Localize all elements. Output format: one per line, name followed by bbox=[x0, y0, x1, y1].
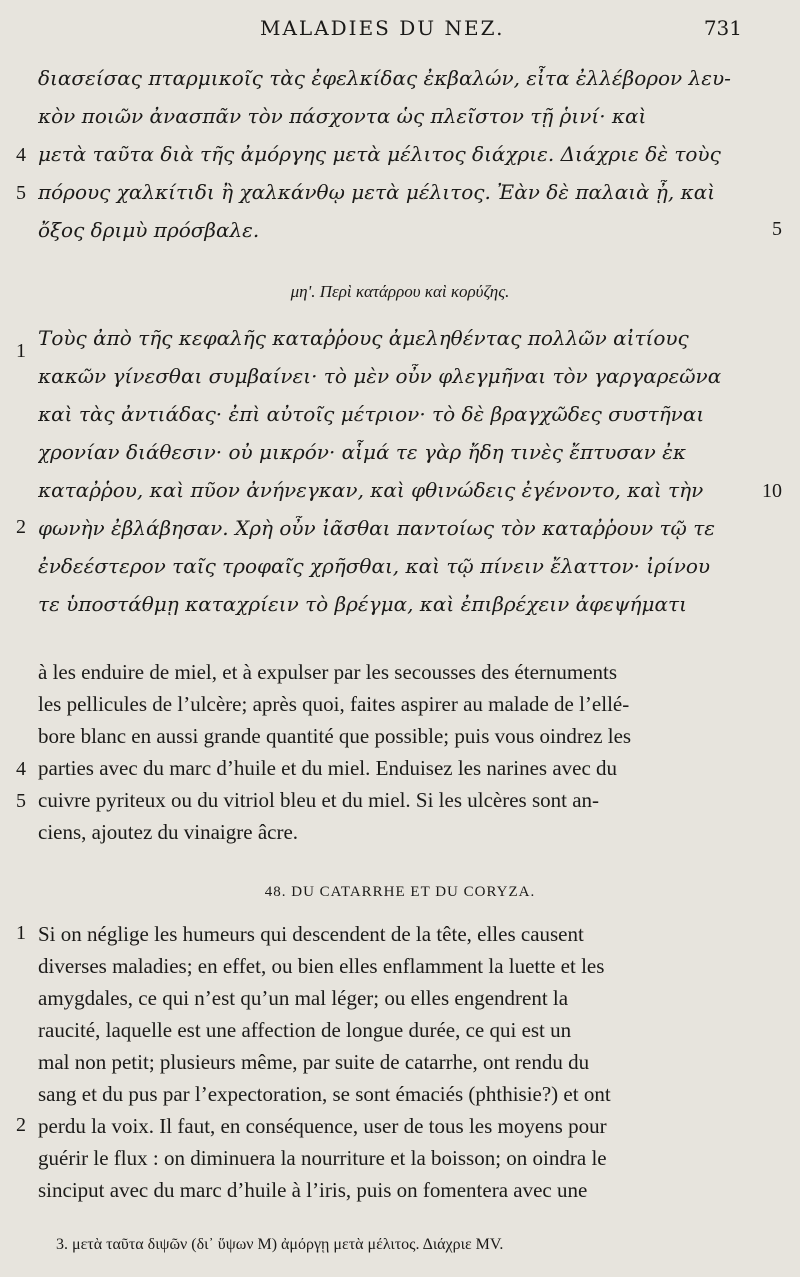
greek-line: ἐνδεέστερον ταῖς τροφαῖς χρῆσθαι, καὶ τῷ πίνειν ἔλαττον· ἰρίνου bbox=[38, 554, 711, 578]
margin-number: 5 bbox=[772, 218, 782, 240]
french-line: ciens, ajoutez du vinaigre âcre. bbox=[38, 820, 299, 844]
french-line: sinciput avec du marc d’huile à l’iris, puis on fomentera avec une bbox=[38, 1178, 588, 1202]
greek-line: διασείσας πταρμικοῖς τὰς ἐφελκίδας ἐκβαλών, εἶτα ἐλλέβορον λευ- bbox=[38, 66, 731, 90]
greek-line: ὄξος δριμὺ πρόσβαλε. bbox=[38, 218, 260, 242]
greek-line: πόρους χαλκίτιδι ἢ χαλκάνθῳ μετὰ μέλιτος. Ἐὰν δὲ παλαιὰ ᾖ, καὶ bbox=[38, 180, 716, 204]
running-header bbox=[0, 16, 800, 48]
line-number: 2 bbox=[16, 1114, 26, 1136]
greek-section-heading: μη'. Περὶ κατάρρου καὶ κορύζης. bbox=[290, 282, 510, 301]
french-line: parties avec du marc d’huile et du miel. Enduisez les narines avec du bbox=[38, 756, 618, 780]
french-line: perdu la voix. Il faut, en conséquence, user de tous les moyens pour bbox=[38, 1114, 607, 1138]
greek-line: κὸν ποιῶν ἀνασπᾶν τὸν πάσχοντα ὡς πλεῖστον τῇ ῥινί· καὶ bbox=[38, 104, 647, 128]
french-line: guérir le flux : on diminuera la nourriture et la boisson; on oindra le bbox=[38, 1146, 607, 1170]
greek-line: μετὰ ταῦτα διὰ τῆς ἀμόργης μετὰ μέλιτος διάχριε. Διάχριε δὲ τοὺς bbox=[38, 142, 721, 166]
french-line: mal non petit; plusieurs même, par suite de catarrhe, ont rendu du bbox=[38, 1050, 590, 1074]
greek-line: κακῶν γίνεσθαι συμβαίνει· τὸ μὲν οὖν φλεγμῆναι τὸν γαργαρεῶνα bbox=[38, 364, 722, 388]
greek-line: φωνὴν ἐβλάβησαν. Χρὴ οὖν ἰᾶσθαι παντοίως τὸν καταῤῥουν τῷ τε bbox=[38, 516, 716, 540]
page-number: 731 bbox=[703, 16, 742, 40]
french-line: Si on néglige les humeurs qui descendent de la tête, elles causent bbox=[38, 922, 584, 946]
greek-line: καὶ τὰς ἀντιάδας· ἐπὶ αὐτοῖς μέτριον· τὸ δὲ βραγχῶδες συστῆναι bbox=[38, 402, 705, 426]
line-number: 5 bbox=[16, 790, 26, 812]
french-line: amygdales, ce qui n’est qu’un mal léger; ou elles engendrent la bbox=[38, 986, 569, 1010]
french-line: bore blanc en aussi grande quantité que possible; puis vous oindrez les bbox=[38, 724, 632, 748]
greek-line: τε ὑποστάθμῃ καταχρίειν τὸ βρέγμα, καὶ ἐπιβρέχειν ἀφεψήματι bbox=[38, 592, 687, 616]
margin-number: 10 bbox=[762, 480, 782, 502]
line-number: 4 bbox=[16, 758, 26, 780]
line-number: 4 bbox=[16, 144, 26, 166]
line-number: 1 bbox=[16, 922, 26, 944]
french-line: sang et du pus par l’expectoration, se sont émaciés (phthisie?) et ont bbox=[38, 1082, 611, 1106]
line-number: 5 bbox=[16, 182, 26, 204]
line-number: 1 bbox=[16, 340, 26, 362]
french-line: cuivre pyriteux ou du vitriol bleu et du miel. Si les ulcères sont an- bbox=[38, 788, 600, 812]
french-line: à les enduire de miel, et à expulser par les secousses des éternuments bbox=[38, 660, 618, 684]
french-line: raucité, laquelle est une affection de longue durée, ce qui est un bbox=[38, 1018, 572, 1042]
french-section-heading: 48. DU CATARRHE ET DU CORYZA. bbox=[264, 884, 536, 900]
french-line: diverses maladies; en effet, ou bien elles enflamment la luette et les bbox=[38, 954, 605, 978]
running-title: MALADIES DU NEZ. bbox=[260, 16, 505, 40]
line-number: 2 bbox=[16, 516, 26, 538]
greek-line: καταῤῥου, καὶ πῦον ἀνήνεγκαν, καὶ φθινώδεις ἐγένοντο, καὶ τὴν bbox=[38, 478, 704, 502]
french-line: les pellicules de l’ulcère; après quoi, faites aspirer au malade de l’ellé- bbox=[38, 692, 630, 716]
greek-line: χρονίαν διάθεσιν· οὐ μικρόν· αἷμά τε γὰρ ἤδη τινὲς ἔπτυσαν ἐκ bbox=[38, 440, 686, 464]
footnote: 3. μετὰ ταῦτα διψῶν (δι᾽ ὕψων M) ἀμόργῃ μετὰ μέλιτος. Διάχριε MV. bbox=[56, 1236, 504, 1253]
greek-line: Τοὺς ἀπὸ τῆς κεφαλῆς καταῤῥους ἀμεληθέντας πολλῶν αἰτίους bbox=[38, 326, 689, 350]
